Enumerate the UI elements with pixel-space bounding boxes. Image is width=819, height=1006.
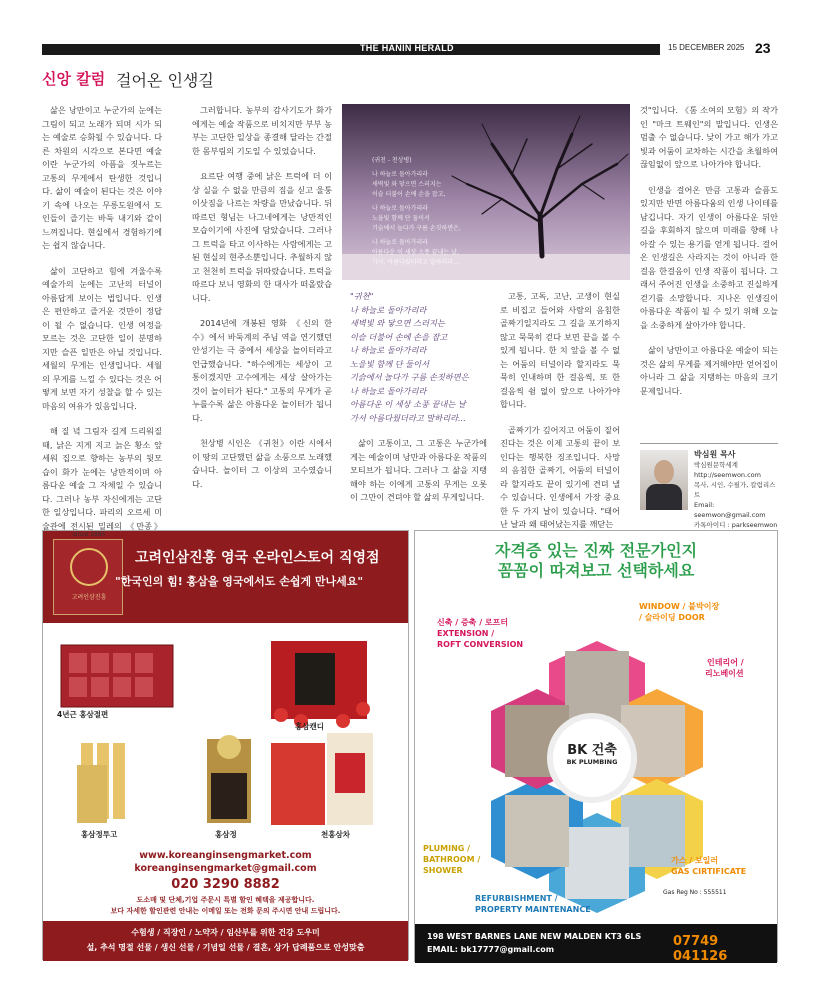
author-box <box>640 443 778 529</box>
article-column-1 <box>42 104 162 559</box>
author-photo <box>640 450 688 510</box>
svg-text:나 하늘로 돌아가리라: 나 하늘로 돌아가리라 <box>372 239 428 246</box>
article-column-2 <box>192 104 332 503</box>
paragraph: 인생을 걸어온 만큼 고통과 슬픔도 있지만 반면 아름다움의 인생 나이테를 남깁니다. 자기 인생이 아름다운 뒤안길을 후회하지 않으며 미래를 향해 나아갈 수 있는 용기를 얻게 됩니다. 걸어온 인생길은 사라지는 것이 아니라 한 걸음 한걸음이 인생 작품이 됩니다. 그래서 주어진 인생을 소중하고 진실하게 걷기를 소망합니다. 지나온 인생길이 아름다운 작품이 될 수 있기 위해 오늘을 소중하게 살아가야 합니다. <box>640 184 778 330</box>
paragraph: 삶은 낭만이고 누군가의 눈에는 그림이 되고 노래가 되며 시가 되는 예술로 승화될 수 있습니다. 다른 차원의 시각으로 본다면 예술이란 누군가의 아픔을 짓누르는 고통의 무게에서 탄생한 것입니다. 삶이 예술이 된다는 것은 이야기 속에 나오는 무릉도원에서 도인들이 즐기는 바둑 내기와 같이 느껴집니다. 현실에서 경험하기에는 쉽지 않습니다. <box>42 105 162 250</box>
ginseng-ad <box>42 530 409 960</box>
author-website[interactable]: http://seemwon.com <box>694 471 761 479</box>
bk-footer <box>415 924 777 963</box>
product-label: 4년근 홍삼절편 <box>57 710 109 719</box>
bk-phone[interactable]: 07749 041126 <box>673 934 728 964</box>
bk-headline <box>415 541 777 581</box>
svg-text:이슬 더불어 손에 손을 잡고,: 이슬 더불어 손에 손을 잡고, <box>372 191 446 198</box>
tree-photo <box>342 104 630 280</box>
author-name: 박심원 목사 <box>694 450 736 459</box>
paragraph: 것"입니다. 《톰 소여의 모험》의 작가인 "마크 트웨인"의 말입니다. 인생은 멈출 수 없습니다. 낮이 가고 해가 가고 빛과 어둠이 교차하는 시간을 초월하여 끊임없이 앞으로 나아가야 합니다. <box>640 105 778 169</box>
paragraph: 해 질 녘 그림자 길게 드리워질 때, 낡은 지게 지고 늙은 황소 앞세워 집으로 향하는 농부의 뒷모습이 화가 눈에는 낭만적이며 아름다운 예술 그 자체일 수 있습니다. 그러나 농부 자신에게는 고단한 일상입니다. 파리의 오르세 미술관에 전시된 밀레의 《만종》 <box>42 426 162 531</box>
ginseng-footer <box>43 921 408 961</box>
paragraph: 2014년에 개봉된 영화 《신의 한 수》에서 바둑계의 주님 역을 연기했던 안성기는 극 중에서 세상을 놀이터라고 언급했습니다. "하수에게는 세상이 고통이겠지만 고수에게는 세상 살아가는 것이 놀이터가 된다." 고통의 무게가 곧 누를수록 삶은 아름다운 놀이터가 됩니다. <box>192 318 332 423</box>
footer-line: 설, 추석 명절 선물 / 생신 선물 / 기념일 선물 / 결혼, 상가 답례품으로 안성맞춤 <box>86 943 365 952</box>
product-images <box>43 623 408 843</box>
ginseng-emblem-icon <box>70 548 108 586</box>
ginseng-slogan: "한국인의 힘! 홍삼을 영국에서도 손쉽게 만나세요" <box>115 575 364 588</box>
poem <box>350 290 487 425</box>
service-refurbishment: REFURBISHMENT / PROPERTY MAINTENANCE <box>475 894 591 914</box>
since-label: since 1985 <box>72 531 106 538</box>
article-column-4 <box>500 290 620 544</box>
poem-body: 나 하늘로 돌아가리라 새벽빛 와 닿으면 스러지는 이슬 더불어 손에 손을 잡고 나 하늘로 돌아가리라 노을빛 함께 단 둘이서 기슭에서 놀다가 구름 손짓하면은 나 하늘로 돌아가리라 아름다운 이 세상 소풍 끝내는 날 가서 아름다웠더라고 말하리라... <box>350 304 469 423</box>
ginseng-brand-logo <box>53 531 123 615</box>
svg-text:아름다운 이 세상 소풍 끝내는 날,: 아름다운 이 세상 소풍 끝내는 날, <box>372 249 459 256</box>
service-extension: 신축 / 증축 / 로프터 EXTENSION / ROFT CONVERSION <box>437 618 524 649</box>
gas-safe-reg: Gas Reg No : 555511 <box>663 889 727 896</box>
author-line: 박심원문학세계 <box>694 461 738 469</box>
poem-title: "귀천" <box>350 291 374 301</box>
svg-text:(귀천 - 천상병): (귀천 - 천상병) <box>372 157 412 164</box>
paragraph: 삶이 고통이고, 그 고통은 누군가에게는 예술이며 낭만과 아름다운 작품의 모티브가 됩니다. 그러나 그 삶을 지탱해야 하는 이에게 고통의 무게는 오롯이 그만이 견뎌야 할 삶의 무게입니다. <box>350 438 487 502</box>
bk-address: 198 WEST BARNES LANE NEW MALDEN KT3 6LS <box>427 932 642 941</box>
brand-name: 고려인삼진흥 <box>71 594 107 601</box>
author-email[interactable]: Email: seemwon@gmail.com <box>694 501 766 519</box>
company-name: BK 건축 <box>567 743 617 758</box>
paper-name: THE HANIN HERALD <box>360 43 454 53</box>
article-column-5 <box>640 104 778 410</box>
svg-text:기슭에서 놀다가 구름 손짓하면은,: 기슭에서 놀다가 구름 손짓하면은, <box>372 225 461 232</box>
headline-line: 자격증 있는 진짜 전문가인지 <box>494 541 698 560</box>
svg-text:나 하늘로 돌아가리라: 나 하늘로 돌아가리라 <box>372 171 428 178</box>
paragraph: 요르단 여행 중에 낡은 트럭에 더 이상 실을 수 없을 만큼의 짐을 싣고 울퉁이삿짐을 나르는 차량을 만났습니다. 뒤따르던 형님는 나그네에게는 낭만적인 모습이기에 사진에 담았습니다. 그러나 그 트럭을 타고 이사하는 사람에게는 고된 현실의 현주소뿐입니다. 추월하지 않고 천천히 트럭을 뒤따랐습니다. 트럭을 따르다 보니 영화의 한 대사가 떠올랐습니다. <box>192 171 332 303</box>
ginseng-contact <box>43 849 408 875</box>
bk-contact <box>427 930 641 956</box>
column-title: 걸어온 인생길 <box>116 71 214 90</box>
author-line: 카톡아이디 : parkseemwon <box>694 521 778 529</box>
ginseng-email-link[interactable]: koreanginsengmarket@gmail.com <box>134 863 317 874</box>
service-plumbing: PLUMING / BATHROOM / SHOWER <box>423 844 481 875</box>
paragraph: 골짜기가 깊어지고 어둠이 짙어진다는 것은 이제 고통의 끝이 보인다는 행복한 징조입니다. 사망의 음침한 골짜기, 어둠의 터널이라 할지라도 끝이 있기에 견뎌 낼 수 있습니다. 인생에서 가장 중요한 두 가지 날이 있습니다. "태어난 날과 왜 태어났는지를 깨닫는 <box>500 424 620 529</box>
bk-logo <box>553 719 631 797</box>
issue-date: 15 DECEMBER 2025 <box>664 43 748 52</box>
paragraph: 고통, 고독, 고난, 고생이 현실로 비집고 들어와 사람의 음침한 골짜기일지라도 그 길을 포기하지 않고 묵묵히 걷다 보면 끝을 볼 수 있게 됩니다. 한 치 앞을 볼 수 없는 어둠의 터널이라 할지라도 묵묵히 인내하며 한 걸음씩, 또 한 걸음씩 쉼 없이 앞으로 나아가야 합니다. <box>500 291 620 409</box>
product-label: 홍삼캔디 <box>295 722 324 731</box>
article-column-3 <box>350 290 487 517</box>
discount-notes <box>43 895 408 917</box>
page-number: 23 <box>755 40 771 56</box>
note-line: 보다 자세한 할인관련 안내는 이메일 또는 전화 문의 주시면 안내 드립니다. <box>110 907 341 915</box>
svg-text:새벽빛 와 닿으면 스러지는: 새벽빛 와 닿으면 스러지는 <box>372 181 442 188</box>
paragraph: 그러합니다. 농부의 감사기도가 화가에게는 예술 작품으로 비치지만 부부 농부는 고단한 일상을 종결해 달라는 간절한 몸부림의 기도일 수 있었습니다. <box>192 105 332 156</box>
footer-line: 수험생 / 직장인 / 노약자 / 임산부를 위한 건강 도우미 <box>131 928 320 937</box>
svg-text:노을빛 함께 단 둘이서: 노을빛 함께 단 둘이서 <box>372 215 430 222</box>
ginseng-website-link[interactable]: www.koreanginsengmarket.com <box>139 850 312 861</box>
company-sub: BK PLUMBING <box>566 758 618 766</box>
product-label: 천홍삼차 <box>321 830 350 839</box>
paragraph: 삶이 고단하고 힘에 겨울수록 예술가의 눈에는 고난의 터널이 아름답게 보이는 법입니다. 인생은 편안하고 즐거운 것만이 정답이 될 수 없습니다. 인생 여정을 모르는 것은 고단한 일이 분명하지만 슬픈 일만은 아닐 것입니다. 세월의 무게는 인생입니다. 세월의 무게를 느낄 수 있다는 것은 어떻게 보면 자기 성찰을 할 수 있는 마음의 여유가 있음입니다. <box>42 265 162 411</box>
ginseng-phone[interactable]: 020 3290 8882 <box>171 877 280 892</box>
note-line: 도소매 및 단체,기업 주문시 특별 할인 혜택을 제공합니다. <box>136 896 315 904</box>
bk-email[interactable]: EMAIL: bk17777@gmail.com <box>427 945 555 954</box>
author-line: 목사, 시인, 수필가, 칼럼리스트 <box>694 481 776 499</box>
service-interior: 인테리어 / 리노베이션 <box>705 658 744 678</box>
service-window: WINDOW / 붙박이장 / 슬라이딩 DOOR <box>639 602 720 622</box>
paragraph: 삶이 낭만이고 아름다운 예술이 되는 것은 삶의 무게를 제거해야만 얻어집이 아니라 그 삶을 지탱하는 마음의 크기 문제입니다. <box>640 345 778 396</box>
ginseng-headline: 고려인삼진흥 영국 온라인스토어 직영점 <box>135 550 380 566</box>
column-label: 신앙 칼럼 <box>42 70 106 88</box>
svg-text:나 하늘로 돌아가리라: 나 하늘로 돌아가리라 <box>372 205 428 212</box>
headline-line: 꼼꼼이 따져보고 선택하세요 <box>497 561 695 580</box>
bk-construction-ad <box>414 530 778 962</box>
svg-text:가서, 아름다웠더라고 말하리라...: 가서, 아름다웠더라고 말하리라... <box>372 259 459 266</box>
product-label: 홍삼정투고 <box>81 830 118 839</box>
paragraph: 천상병 시인은 《귀천》이란 시에서 이 땅의 고단했던 삶을 소풍으로 노래했습니다. 놀이터 그 이상의 고수였습니다. <box>192 438 332 489</box>
product-label: 홍삼정 <box>215 830 237 839</box>
service-gas: 가스 / 보일러 GAS CIRTIFICATE <box>671 856 747 876</box>
